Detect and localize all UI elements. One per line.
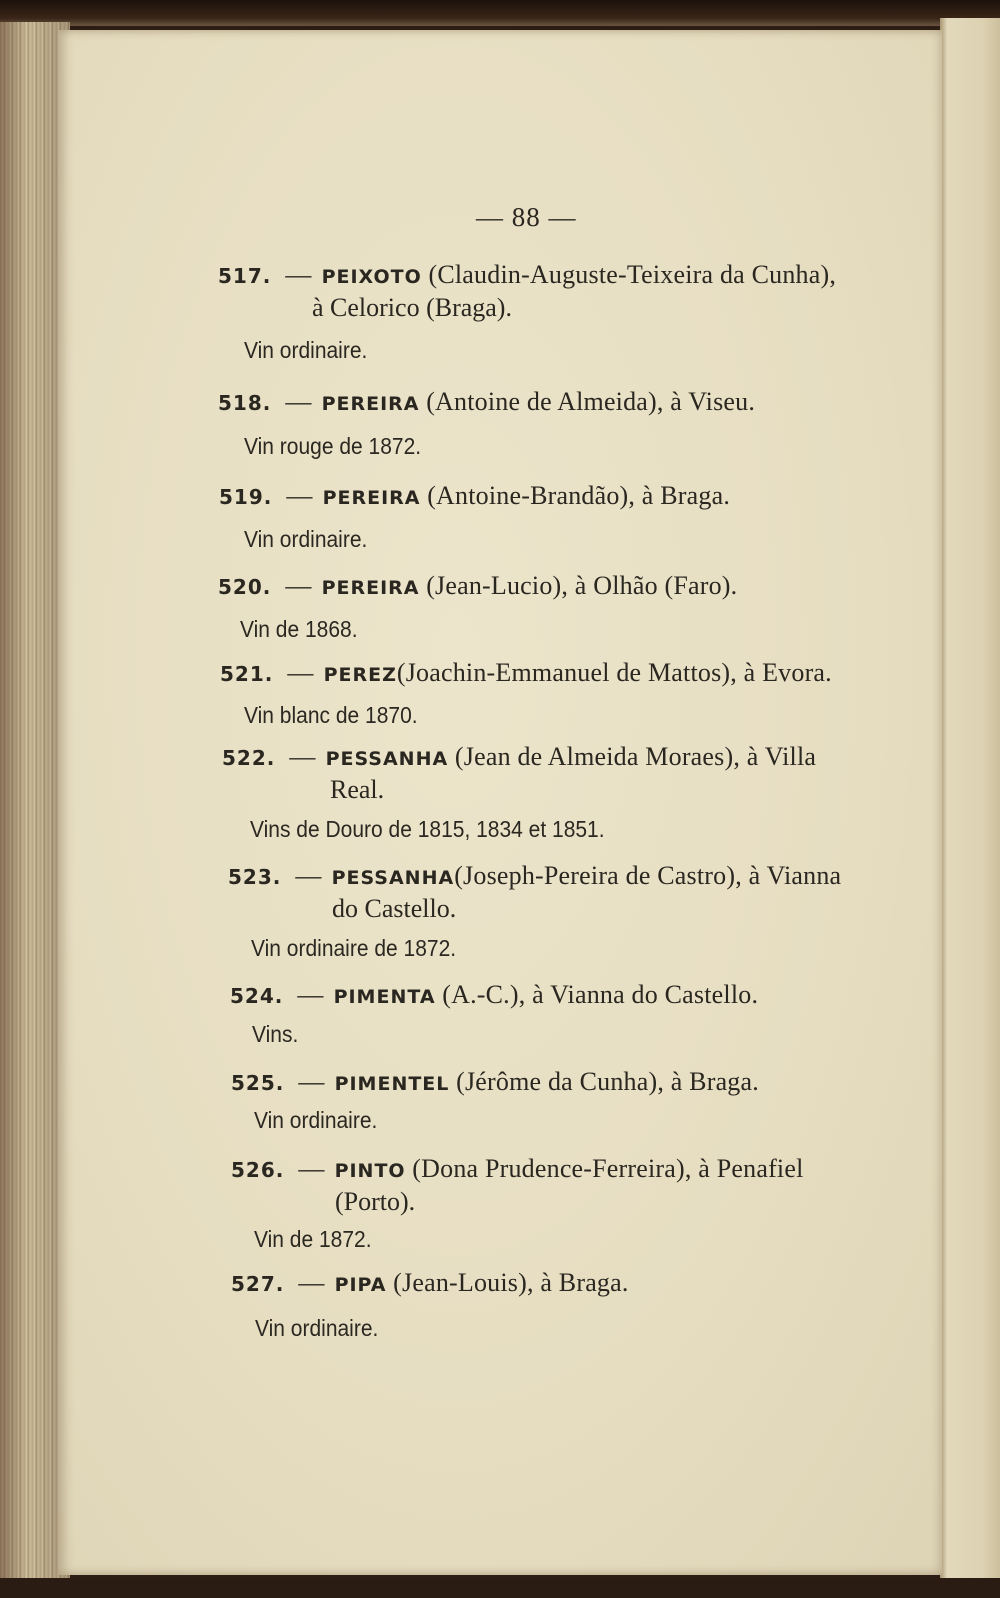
entry-518-wine: Vin rouge de 1872. [244, 434, 422, 460]
entry-number: 527. [231, 1272, 285, 1296]
entry-surname: PIPA [334, 1274, 387, 1296]
entry-dash: — [285, 387, 312, 416]
entry-number: 526. [231, 1158, 285, 1182]
entry-519-heading [219, 481, 730, 511]
entry-dash: — [289, 742, 316, 771]
entry-details: (Joachin-Emmanuel de Mattos), à Evora. [396, 658, 832, 687]
entry-520-wine: Vin de 1868. [240, 617, 358, 643]
entry-details: (Jérôme da Cunha), à Braga. [456, 1067, 759, 1096]
page-number: — 88 — [476, 202, 577, 232]
entry-surname: PIMENTEL [334, 1073, 450, 1095]
entry-details: (Dona Prudence-Ferreira), à Penafiel [412, 1154, 804, 1183]
entry-details: (Antoine de Almeida), à Viseu. [426, 387, 756, 416]
entry-523-heading [228, 861, 841, 891]
entry-526-heading [231, 1154, 804, 1184]
binding-bottom [0, 1578, 1000, 1598]
entry-number: 521. [220, 662, 274, 686]
entry-526-details-cont: (Porto). [335, 1187, 416, 1216]
entry-dash: — [287, 658, 314, 687]
entry-dash: — [298, 1268, 325, 1297]
entry-517-wine: Vin ordinaire. [244, 338, 368, 364]
entry-surname: PEREIRA [321, 393, 420, 415]
entry-number: 525. [231, 1071, 285, 1095]
entry-517-details-cont: à Celorico (Braga). [312, 293, 512, 322]
entry-number: 522. [222, 746, 276, 770]
entry-522-details-cont: Real. [330, 775, 385, 804]
binding-top [0, 0, 1000, 26]
entry-523-wine: Vin ordinaire de 1872. [251, 936, 457, 962]
entry-surname: PEREIRA [321, 577, 420, 599]
entry-dash: — [297, 980, 324, 1009]
entry-521-wine: Vin blanc de 1870. [244, 703, 418, 729]
next-page-edge [940, 18, 1000, 1578]
entry-524-wine: Vins. [252, 1022, 299, 1048]
entry-details: (A.-C.), à Vianna do Castello. [442, 980, 759, 1009]
entry-518-heading [218, 387, 755, 417]
entry-details: (Joseph-Pereira de Castro), à Vianna [454, 861, 842, 890]
entry-527-wine: Vin ordinaire. [255, 1316, 379, 1342]
entry-525-heading [231, 1067, 759, 1097]
entry-517-heading [218, 260, 836, 290]
entry-526-wine: Vin de 1872. [254, 1227, 372, 1253]
entry-details: (Antoine-Brandão), à Braga. [427, 481, 731, 510]
entry-number: 524. [230, 984, 284, 1008]
entry-number: 517. [218, 264, 272, 288]
book-page [58, 30, 942, 1575]
entry-surname: PEIXOTO [321, 266, 422, 288]
entry-521-heading [220, 658, 832, 688]
entry-dash: — [298, 1154, 325, 1183]
entry-523-details-cont: do Castello. [332, 894, 457, 923]
entry-number: 519. [219, 485, 273, 509]
entry-details: (Jean de Almeida Moraes), à Villa [454, 742, 817, 771]
entry-dash: — [298, 1067, 325, 1096]
entry-525-wine: Vin ordinaire. [254, 1108, 378, 1134]
entry-524-heading [230, 980, 758, 1010]
entry-dash: — [286, 481, 313, 510]
entry-surname: PINTO [334, 1160, 406, 1182]
entry-dash: — [285, 571, 312, 600]
entry-519-wine: Vin ordinaire. [244, 527, 368, 553]
entry-surname: PEREZ [323, 664, 397, 686]
entry-dash: — [285, 260, 312, 289]
entry-details: (Jean-Louis), à Braga. [393, 1268, 629, 1297]
entry-number: 518. [218, 391, 272, 415]
entry-522-wine: Vins de Douro de 1815, 1834 et 1851. [250, 817, 605, 843]
entry-surname: PESSANHA [331, 867, 455, 889]
entry-dash: — [295, 861, 322, 890]
entry-522-heading [222, 742, 816, 772]
entry-surname: PIMENTA [333, 986, 436, 1008]
entry-surname: PEREIRA [322, 487, 421, 509]
entry-details: (Claudin-Auguste-Teixeira da Cunha), [428, 260, 837, 289]
entry-details: (Jean-Lucio), à Olhão (Faro). [426, 571, 738, 600]
entry-527-heading [231, 1268, 629, 1298]
entry-520-heading [218, 571, 737, 601]
entry-number: 523. [228, 865, 282, 889]
entry-number: 520. [218, 575, 272, 599]
entry-surname: PESSANHA [325, 748, 449, 770]
